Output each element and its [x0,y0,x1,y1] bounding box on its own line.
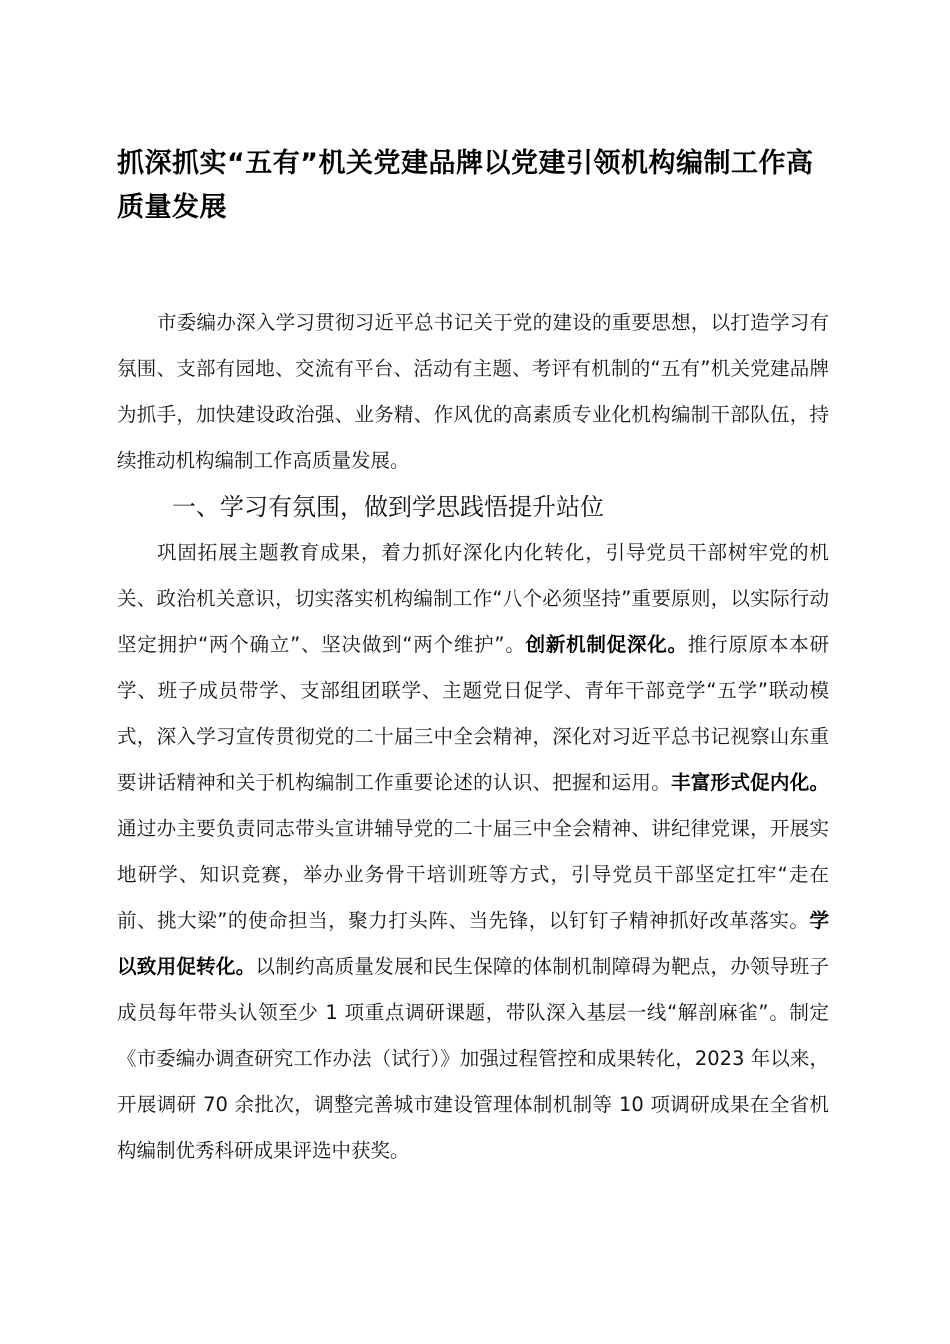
section1-text-1: 巩固拓展主题教育成果，着力抓好深化内化转化，引导党员干部树牢党的机关、政治机关意识，切实落实机构编制工作“八个必须坚持”重要原则，以实际行动坚定拥护“两个确立”、坚决做到“两个维护”。 [117,541,829,656]
section1-bold-point-1: 创新机制促深化。 [525,633,688,656]
section1-paragraph [117,530,829,1174]
section1-text-2: 推行原原本本研学、班子成员带学、支部组团联学、主题党日促学、青年干部竞学“五学”联动模式，深入学习宣传贯彻党的二十届三中全会精神，深化对习近平总书记视察山东重要讲话精神和关于机构编制工作重要论述的认识、把握和运用。 [117,633,829,794]
intro-paragraph: 市委编办深入学习贯彻习近平总书记关于党的建设的重要思想，以打造学习有氛围、支部有园地、交流有平台、活动有主题、考评有机制的“五有”机关党建品牌为抓手，加快建设政治强、业务精、作风优的高素质专业化机构编制干部队伍，持续推动机构编制工作高质量发展。 [117,311,829,472]
section1-text-3: 通过办主要负责同志带头宣讲辅导党的二十届三中全会精神、讲纪律党课，开展实地研学、知识竞赛，举办业务骨干培训班等方式，引导党员干部坚定扛牢“走在前、挑大梁”的使命担当，聚力打头阵、当先锋，以钉钉子精神抓好改革落实。 [117,817,829,932]
section1-bold-point-3: 学以致用促转化。 [117,909,829,978]
section1-text-4: 以制约高质量发展和民生保障的体制机制障碍为靶点，办领导班子成员每年带头认领至少 1 项重点调研课题，带队深入基层一线“解剖麻雀”。制定《市委编办调查研究工作办法（试行）》加强过程管控和成果转化，2023 年以来，开展调研 70 余批次，调整完善城市建设管理体制机制等 10 项调研成果在全省机构编制优秀科研成果评选中获奖。 [117,955,829,1162]
section-heading-1: 一、学习有氛围，做到学思践悟提升站位 [172,493,604,521]
document-title: 抓深抓实“五有”机关党建品牌以党建引领机构编制工作高质量发展 [117,148,814,223]
section1-bold-point-2: 丰富形式促内化。 [670,771,829,794]
